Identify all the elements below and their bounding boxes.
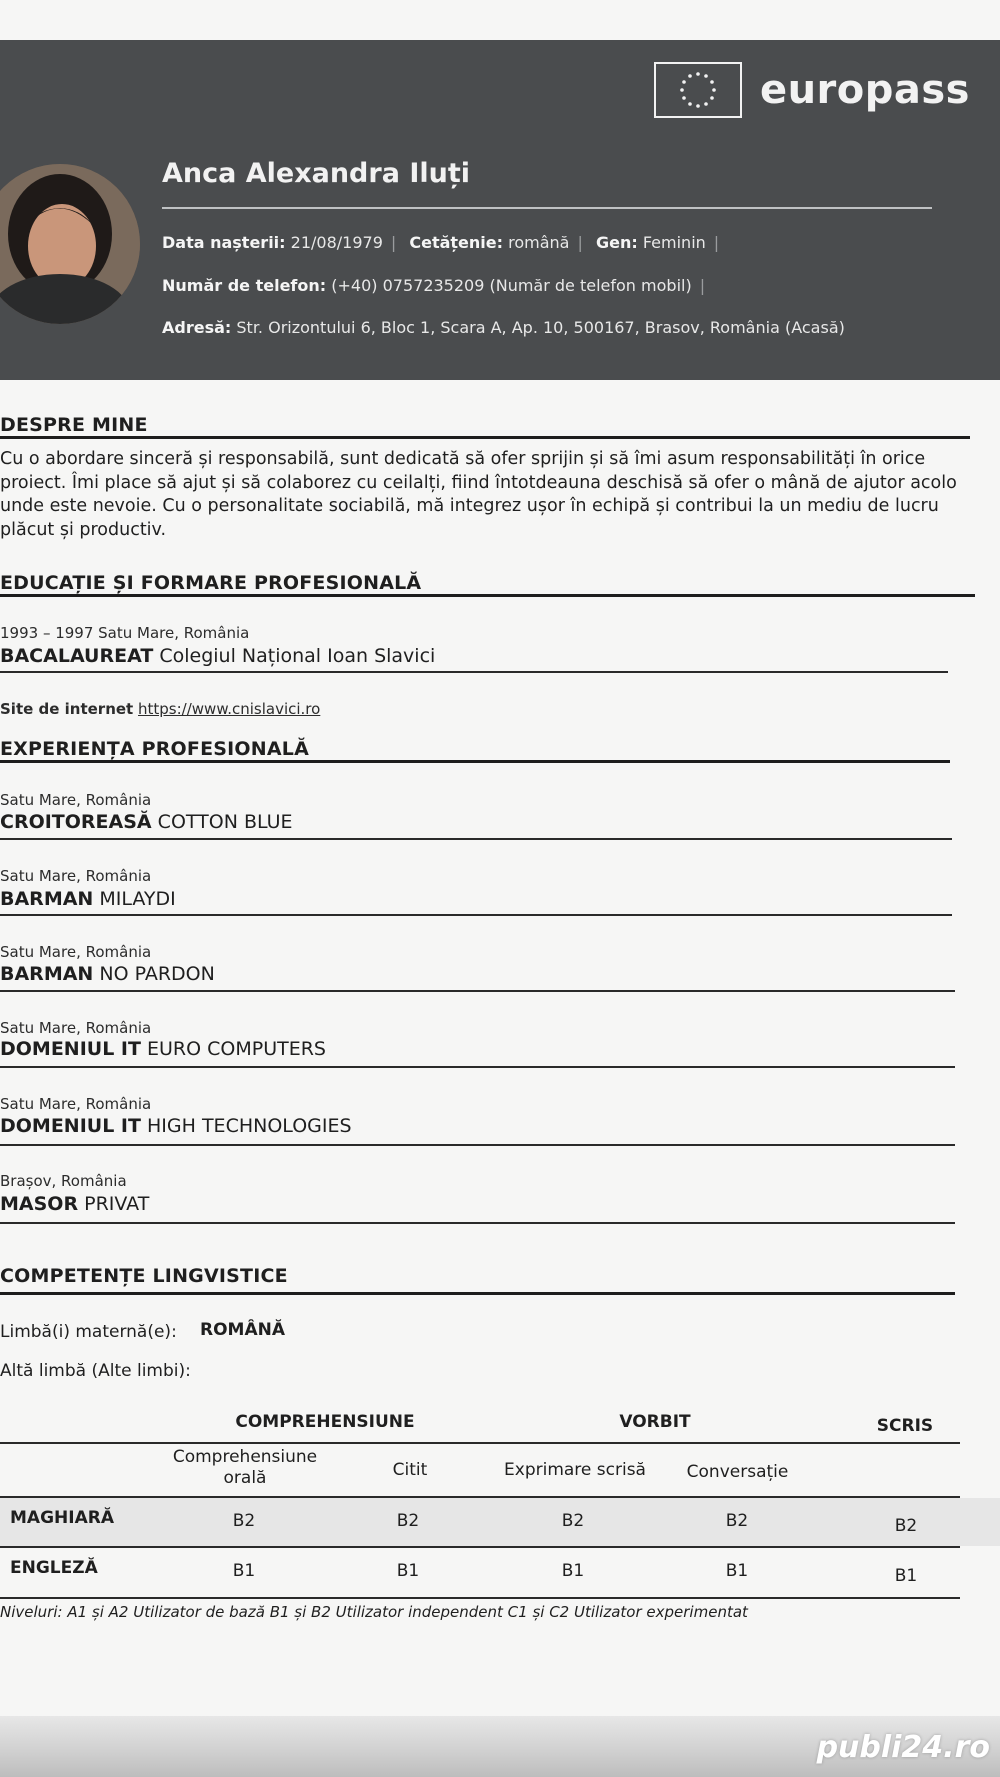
job-role: MASOR [0,1193,79,1215]
job-title [0,1115,352,1137]
job-title [0,963,215,985]
education-rule [0,594,975,597]
education-website-line [0,700,320,718]
job-role: BARMAN [0,963,94,985]
address-type: (Acasă) [784,318,845,337]
job-divider [0,1144,955,1146]
education-period: 1993 – 1997 Satu Mare, România [0,624,250,642]
eu-flag-icon [654,62,742,118]
language-name: ENGLEZĂ [10,1558,98,1578]
job-employer: HIGH TECHNOLOGIES [147,1115,352,1137]
language-name: MAGHIARĂ [10,1508,114,1528]
name-divider [162,207,932,209]
job-role: DOMENIUL IT [0,1038,141,1060]
address-label: Adresă: [162,318,232,337]
level-cell: B2 [561,1511,585,1531]
education-divider [0,671,948,673]
europass-logo [654,62,970,118]
job-place: Satu Mare, România [0,1019,152,1037]
level-cell: B1 [894,1566,918,1586]
gender-value: Feminin [642,233,706,252]
job-place: Satu Mare, România [0,943,152,961]
job-title [0,1038,326,1060]
mother-tongue-value: ROMÂNĂ [200,1320,285,1340]
level-cell: B2 [232,1511,256,1531]
europass-wordmark: europass [759,67,970,113]
about-text: Cu o abordare sinceră și responsabilă, sunt dedicată să ofer sprijin și să îmi asum responsabilități în orice proiect. Îmi place să ajut și să colaborez cu ceilalți, fiind întotdeauna deschisă să ofer o mână de ajutor acolo unde este nevoie. Cu o personalitate sociabilă, mă integrez ușor în echipă și contribui la un mediu de lucru plăcut și productiv. [0,449,957,540]
languages-rule [0,1292,955,1295]
job-title [0,888,176,910]
job-title [0,811,293,833]
gender-label: Gen: [595,233,638,252]
website-label: Site de internet [0,700,134,718]
birth-value: 21/08/1979 [290,233,383,252]
job-divider [0,838,952,840]
education-title: EDUCAȚIE ȘI FORMARE PROFESIONALĂ [0,572,422,594]
sub-listening: Comprehensiune orală [172,1447,318,1488]
avatar [0,164,140,324]
group-spoken: VORBIT [619,1412,691,1432]
level-cell: B2 [396,1511,420,1531]
cv-header [0,40,1000,380]
mother-tongue-label: Limbă(i) maternă(e): [0,1322,177,1342]
sub-conversation: Conversație [686,1462,789,1482]
sub-spoken-production: Exprimare scrisă [504,1460,646,1480]
phone-label: Număr de telefon: [162,276,327,295]
candidate-name: Anca Alexandra Iluți [162,158,471,189]
address-value: Str. Orizontului 6, Bloc 1, Scara A, Ap. 10, 500167, Brasov, România [236,318,780,337]
level-cell: B1 [396,1561,420,1581]
job-divider [0,1222,955,1224]
job-place: Satu Mare, România [0,1095,152,1113]
watermark: publi24.ro [816,1730,990,1765]
job-title [0,1193,149,1215]
sub-reading: Citit [392,1460,428,1480]
table-row-band [0,1498,1000,1546]
education-school: Colegiul Național Ioan Slavici [159,645,436,667]
group-written: SCRIS [876,1416,934,1436]
citizenship-label: Cetățenie: [409,233,504,252]
job-role: DOMENIUL IT [0,1115,141,1137]
job-employer: NO PARDON [99,963,215,985]
job-role: BARMAN [0,888,94,910]
languages-title: COMPETENȚE LINGVISTICE [0,1265,288,1287]
other-languages-label: Altă limbă (Alte limbi): [0,1361,191,1381]
job-employer: EURO COMPUTERS [147,1038,326,1060]
table-header-rule [0,1442,960,1444]
about-rule [0,436,970,439]
group-comprehension: COMPREHENSIUNE [235,1412,415,1432]
job-employer: COTTON BLUE [157,811,293,833]
experience-rule [0,760,950,763]
education-degree-line [0,645,435,667]
level-cell: B2 [725,1511,749,1531]
about-title: DESPRE MINE [0,414,148,436]
phone-line: Număr de telefon: (+40) 0757235209 (Număr de telefon mobil) | [162,276,706,295]
job-divider [0,990,955,992]
levels-footnote: Niveluri: A1 și A2 Utilizator de bază B1 și B2 Utilizator independent C1 și C2 Utilizator experimentat [0,1603,748,1621]
job-employer: PRIVAT [84,1193,150,1215]
experience-title: EXPERIENȚA PROFESIONALĂ [0,738,309,760]
level-cell: B1 [232,1561,256,1581]
level-cell: B1 [725,1561,749,1581]
job-employer: MILAYDI [99,888,176,910]
level-cell: B1 [561,1561,585,1581]
table-row-rule [0,1546,960,1548]
job-role: CROITOREASĂ [0,811,152,833]
education-degree: BACALAUREAT [0,645,154,667]
job-place: Satu Mare, România [0,867,152,885]
citizenship-value: română [508,233,570,252]
table-bottom-rule [0,1597,960,1599]
job-place: Brașov, România [0,1172,127,1190]
job-divider [0,1066,955,1068]
job-divider [0,914,952,916]
personal-info-line: Data nașterii: 21/08/1979 | Cetățenie: română | Gen: Feminin | [162,233,720,252]
level-cell: B2 [894,1516,918,1536]
address-line [162,318,882,337]
job-place: Satu Mare, România [0,791,152,809]
website-link[interactable]: https://www.cnislavici.ro [138,700,321,718]
birth-label: Data nașterii: [162,233,286,252]
phone-value: (+40) 0757235209 (Număr de telefon mobil) [331,276,692,295]
